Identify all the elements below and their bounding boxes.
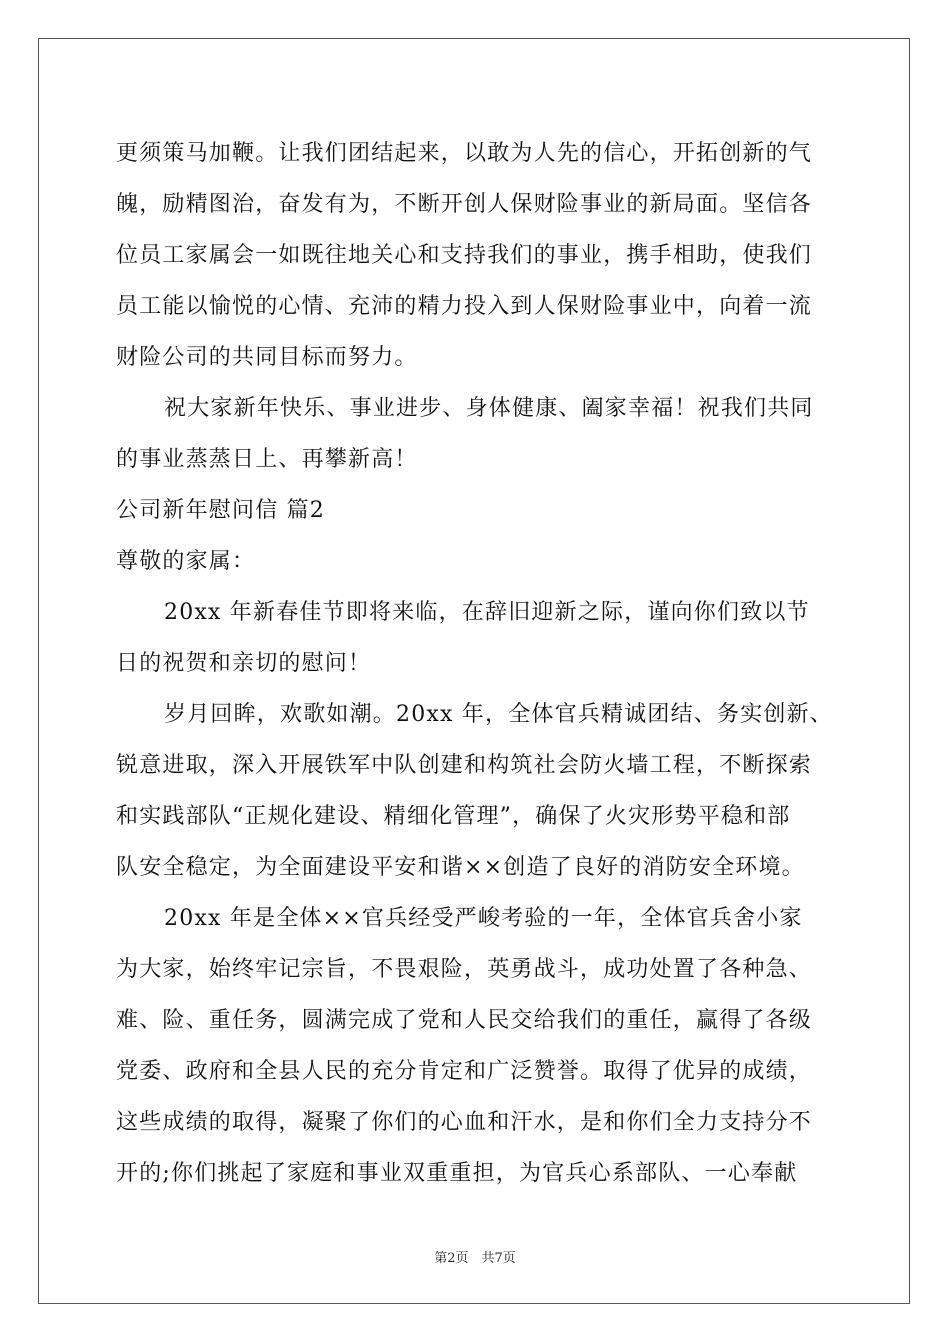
text-line: 岁月回眸，欢歌如潮。20xx 年，全体官兵精诚团结、务实创新、: [164, 702, 834, 727]
text-line: 祝大家新年快乐、事业进步、身体健康、阖家幸福！祝我们共同: [164, 396, 814, 421]
text-line: 队安全稳定，为全面建设平安和谐××创造了良好的消防安全环境。: [116, 855, 805, 880]
text-line: 锐意进取，深入开展铁军中队创建和构筑社会防火墙工程，不断探索: [116, 753, 813, 778]
text-line: 员工能以愉悦的心情、充沛的精力投入到人保财险事业中，向着一流: [116, 294, 813, 319]
text-line: 更须策马加鞭。让我们团结起来，以敢为人先的信心，开拓创新的气: [116, 141, 813, 166]
page-number-label: 第2页 共7页: [434, 1251, 516, 1266]
page-footer: [0, 1247, 950, 1266]
text-line: 魄，励精图治，奋发有为，不断开创人保财险事业的新局面。坚信各: [116, 192, 813, 217]
text-line: 20xx 年是全体××官兵经受严峻考验的一年，全体官兵舍小家: [164, 906, 803, 931]
text-line: 日的祝贺和亲切的慰问！: [116, 651, 372, 676]
text-line: 位员工家属会一如既往地关心和支持我们的事业，携手相助，使我们: [116, 243, 813, 268]
document-body: [116, 128, 836, 1199]
text-line: 这些成绩的取得，凝聚了你们的心血和汗水，是和你们全力支持分不: [116, 1110, 813, 1135]
text-line: 和实践部队“正规化建设、精细化管理”，确保了火灾形势平稳和部: [116, 804, 791, 829]
text-line: 的事业蒸蒸日上、再攀新高！: [116, 447, 418, 472]
text-line: 开的;你们挑起了家庭和事业双重重担，为官兵心系部队、一心奉献: [116, 1161, 798, 1186]
text-line: 20xx 年新春佳节即将来临，在辞旧迎新之际，谨向你们致以节: [164, 600, 810, 625]
text-line: 难、险、重任务，圆满完成了党和人民交给我们的重任，赢得了各级: [116, 1008, 813, 1033]
text-line: 尊敬的家属：: [116, 549, 256, 574]
text-line: 党委、政府和全县人民的充分肯定和广泛赞誉。取得了优异的成绩，: [116, 1059, 813, 1084]
text-line: 公司新年慰问信 篇2: [116, 498, 325, 523]
text-line: 为大家，始终牢记宗旨，不畏艰险，英勇战斗，成功处置了各种急、: [116, 957, 813, 982]
text-line: 财险公司的共同目标而努力。: [116, 345, 418, 370]
